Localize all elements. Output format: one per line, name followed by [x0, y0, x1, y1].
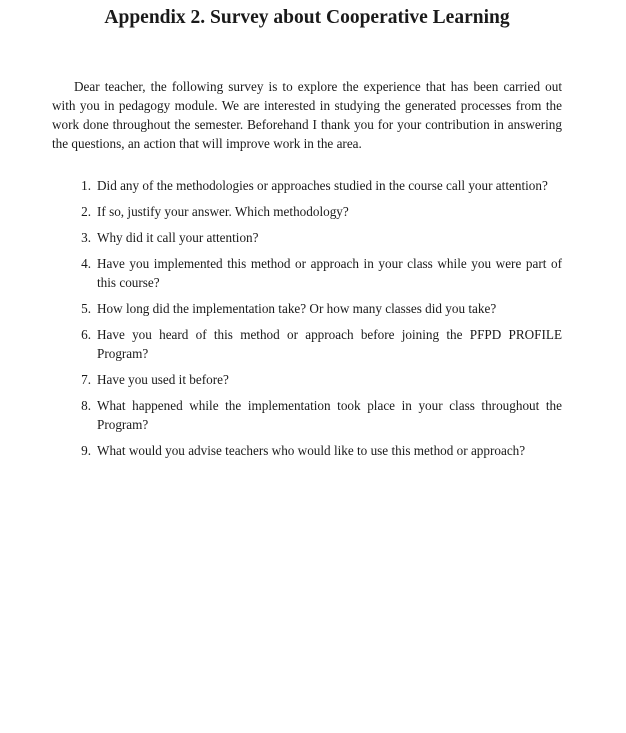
list-item: [52, 325, 562, 363]
question-text: Did any of the methodologies or approaches studied in the course call your attention?: [97, 178, 548, 193]
question-text: What happened while the implementation took place in your class throughout the Program?: [97, 398, 562, 432]
list-item: [52, 254, 562, 292]
question-number: 1.: [81, 178, 91, 193]
question-text: If so, justify your answer. Which methodology?: [97, 204, 349, 219]
intro-paragraph: Dear teacher, the following survey is to explore the experience that has been carried out with you in pedagogy module. We are interested in studying the generated processes from the work done throughout the semester. Beforehand I thank you for your contribution in answering the questions, an action that will improve work in the area.: [52, 79, 562, 151]
question-number: 2.: [81, 204, 91, 219]
list-item: [52, 228, 562, 247]
question-number: 9.: [81, 443, 91, 458]
list-item: [52, 370, 562, 389]
question-text: Have you implemented this method or approach in your class while you were part of this course?: [97, 256, 562, 290]
question-number: 8.: [81, 398, 91, 413]
document-page: [0, 6, 626, 733]
list-item: [52, 441, 562, 460]
question-number: 7.: [81, 372, 91, 387]
list-item: [52, 176, 562, 195]
list-item: [52, 396, 562, 434]
question-text: Have you used it before?: [97, 372, 229, 387]
list-item: [52, 202, 562, 221]
question-number: 6.: [81, 327, 91, 342]
question-text: How long did the implementation take? Or how many classes did you take?: [97, 301, 497, 316]
question-number: 5.: [81, 301, 91, 316]
page-title: Appendix 2. Survey about Cooperative Learning: [104, 7, 510, 28]
question-text: Have you heard of this method or approach before joining the PFPD PROFILE Program?: [97, 327, 562, 361]
list-item: [52, 299, 562, 318]
question-text: Why did it call your attention?: [97, 230, 259, 245]
question-list: [52, 176, 562, 460]
question-number: 3.: [81, 230, 91, 245]
question-text: What would you advise teachers who would like to use this method or approach?: [97, 443, 526, 458]
question-number: 4.: [81, 256, 91, 271]
